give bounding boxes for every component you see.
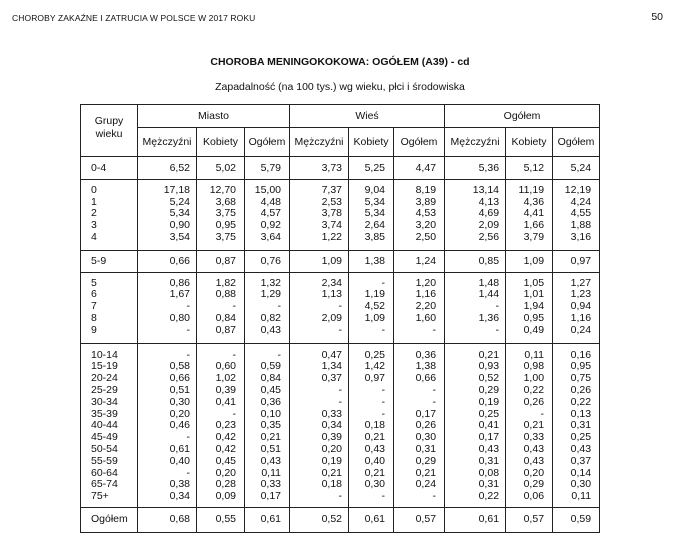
- value-cell: 5,34: [349, 208, 394, 220]
- value-cell: -: [197, 409, 245, 421]
- value-cell: 1,00: [506, 373, 553, 385]
- value-cell: 1,05: [506, 272, 553, 289]
- value-cell: 1,82: [197, 272, 245, 289]
- value-cell: 0,18: [349, 420, 394, 432]
- value-cell: 0,49: [506, 325, 553, 343]
- value-cell: 4,47: [394, 157, 445, 180]
- value-cell: 0,35: [245, 420, 290, 432]
- value-cell: 0,61: [245, 507, 290, 532]
- group-header-wies: Wieś: [290, 105, 445, 128]
- value-cell: 0,16: [553, 343, 600, 361]
- value-cell: 3,68: [197, 197, 245, 209]
- value-cell: 1,27: [553, 272, 600, 289]
- value-cell: 1,34: [290, 361, 349, 373]
- value-cell: 0,43: [445, 444, 506, 456]
- value-cell: 5,79: [245, 157, 290, 180]
- value-cell: 1,09: [290, 250, 349, 272]
- value-cell: 13,14: [445, 179, 506, 196]
- value-cell: 0,43: [245, 325, 290, 343]
- value-cell: 0,43: [245, 456, 290, 468]
- table-row: [81, 343, 600, 361]
- value-cell: 0,25: [445, 409, 506, 421]
- value-cell: 0,52: [445, 373, 506, 385]
- value-cell: 0,55: [197, 507, 245, 532]
- value-cell: 0,59: [553, 507, 600, 532]
- value-cell: 1,67: [138, 289, 197, 301]
- value-cell: 4,13: [445, 197, 506, 209]
- value-cell: 0,46: [138, 420, 197, 432]
- value-cell: 3,73: [290, 157, 349, 180]
- value-cell: 0,76: [245, 250, 290, 272]
- value-cell: -: [245, 301, 290, 313]
- table-row: [81, 157, 600, 180]
- value-cell: 0,30: [349, 479, 394, 491]
- value-cell: 0,43: [506, 444, 553, 456]
- value-cell: 0,39: [290, 432, 349, 444]
- value-cell: -: [290, 491, 349, 507]
- age-group-cell: 60-64: [81, 468, 138, 480]
- table-row: [81, 456, 600, 468]
- value-cell: 0,09: [197, 491, 245, 507]
- value-cell: 1,36: [445, 313, 506, 325]
- value-cell: 0,43: [349, 444, 394, 456]
- value-cell: 0,38: [138, 479, 197, 491]
- value-cell: 17,18: [138, 179, 197, 196]
- value-cell: 0,29: [445, 385, 506, 397]
- value-cell: 0,42: [197, 432, 245, 444]
- value-cell: 3,74: [290, 220, 349, 232]
- value-cell: 1,09: [349, 313, 394, 325]
- value-cell: 0,30: [138, 397, 197, 409]
- value-cell: 0,40: [138, 456, 197, 468]
- value-cell: -: [506, 409, 553, 421]
- value-cell: 1,44: [445, 289, 506, 301]
- value-cell: 3,75: [197, 208, 245, 220]
- age-group-header-text: Grupy wieku: [94, 115, 124, 140]
- value-cell: 0,40: [349, 456, 394, 468]
- value-cell: 0,33: [245, 479, 290, 491]
- value-cell: 0,97: [553, 250, 600, 272]
- value-cell: 0,98: [506, 361, 553, 373]
- value-cell: 0,95: [506, 313, 553, 325]
- value-cell: 5,24: [553, 157, 600, 180]
- value-cell: 0,25: [349, 343, 394, 361]
- value-cell: 5,34: [138, 208, 197, 220]
- value-cell: 0,13: [553, 409, 600, 421]
- value-cell: -: [349, 385, 394, 397]
- value-cell: 0,26: [394, 420, 445, 432]
- value-cell: 3,89: [394, 197, 445, 209]
- value-cell: 3,85: [349, 232, 394, 250]
- value-cell: -: [197, 301, 245, 313]
- value-cell: 0,88: [197, 289, 245, 301]
- value-cell: 0,61: [445, 507, 506, 532]
- value-cell: -: [138, 468, 197, 480]
- value-cell: 0,17: [445, 432, 506, 444]
- value-cell: 1,09: [506, 250, 553, 272]
- value-cell: 3,79: [506, 232, 553, 250]
- subcol-header: Mężczyźni: [138, 128, 197, 157]
- table-row: [81, 507, 600, 532]
- value-cell: 1,60: [394, 313, 445, 325]
- value-cell: -: [349, 272, 394, 289]
- value-cell: 1,29: [245, 289, 290, 301]
- value-cell: -: [349, 409, 394, 421]
- value-cell: 0,17: [394, 409, 445, 421]
- value-cell: 0,17: [245, 491, 290, 507]
- value-cell: 1,66: [506, 220, 553, 232]
- age-group-cell: Ogółem: [81, 507, 138, 532]
- value-cell: 0,14: [553, 468, 600, 480]
- value-cell: 7,37: [290, 179, 349, 196]
- value-cell: 3,78: [290, 208, 349, 220]
- value-cell: 0,21: [506, 420, 553, 432]
- value-cell: 0,45: [245, 385, 290, 397]
- value-cell: 0,92: [245, 220, 290, 232]
- value-cell: -: [290, 385, 349, 397]
- value-cell: 3,75: [197, 232, 245, 250]
- running-header: CHOROBY ZAKAŹNE I ZATRUCIA W POLSCE W 2017 ROKU: [12, 13, 256, 23]
- age-group-cell: 9: [81, 325, 138, 343]
- value-cell: 0,90: [138, 220, 197, 232]
- value-cell: 2,09: [290, 313, 349, 325]
- value-cell: -: [290, 397, 349, 409]
- age-group-cell: 45-49: [81, 432, 138, 444]
- value-cell: 0,95: [197, 220, 245, 232]
- value-cell: -: [349, 325, 394, 343]
- table-row: [81, 179, 600, 196]
- age-group-cell: 4: [81, 232, 138, 250]
- value-cell: 2,09: [445, 220, 506, 232]
- value-cell: 1,16: [394, 289, 445, 301]
- subcol-header: Mężczyźni: [445, 128, 506, 157]
- value-cell: 0,59: [245, 361, 290, 373]
- value-cell: 1,01: [506, 289, 553, 301]
- age-group-cell: 0-4: [81, 157, 138, 180]
- table-row: [81, 397, 600, 409]
- age-group-cell: 8: [81, 313, 138, 325]
- value-cell: 0,82: [245, 313, 290, 325]
- value-cell: 0,41: [445, 420, 506, 432]
- value-cell: 1,38: [394, 361, 445, 373]
- value-cell: 12,19: [553, 179, 600, 196]
- value-cell: -: [349, 397, 394, 409]
- value-cell: 2,53: [290, 197, 349, 209]
- age-group-cell: 20-24: [81, 373, 138, 385]
- age-group-cell: 65-74: [81, 479, 138, 491]
- value-cell: 0,24: [394, 479, 445, 491]
- value-cell: 2,20: [394, 301, 445, 313]
- value-cell: 1,19: [349, 289, 394, 301]
- value-cell: 1,13: [290, 289, 349, 301]
- table-body: [81, 157, 600, 533]
- value-cell: 4,41: [506, 208, 553, 220]
- age-group-cell: 40-44: [81, 420, 138, 432]
- value-cell: 0,87: [197, 325, 245, 343]
- value-cell: 1,42: [349, 361, 394, 373]
- value-cell: 1,02: [197, 373, 245, 385]
- value-cell: 0,34: [290, 420, 349, 432]
- table-row: [81, 325, 600, 343]
- value-cell: 0,37: [553, 456, 600, 468]
- value-cell: 0,21: [349, 432, 394, 444]
- value-cell: 0,20: [506, 468, 553, 480]
- value-cell: 0,87: [197, 250, 245, 272]
- value-cell: 4,55: [553, 208, 600, 220]
- value-cell: 0,21: [349, 468, 394, 480]
- value-cell: 0,45: [197, 456, 245, 468]
- value-cell: 15,00: [245, 179, 290, 196]
- age-group-cell: 3: [81, 220, 138, 232]
- value-cell: 0,42: [197, 444, 245, 456]
- value-cell: 5,34: [349, 197, 394, 209]
- value-cell: 5,02: [197, 157, 245, 180]
- incidence-table: [80, 104, 600, 533]
- value-cell: 1,24: [394, 250, 445, 272]
- value-cell: 1,88: [553, 220, 600, 232]
- value-cell: 0,36: [394, 343, 445, 361]
- value-cell: -: [138, 325, 197, 343]
- value-cell: 0,08: [445, 468, 506, 480]
- value-cell: 0,29: [506, 479, 553, 491]
- table-row: [81, 250, 600, 272]
- value-cell: 0,39: [197, 385, 245, 397]
- value-cell: 0,20: [138, 409, 197, 421]
- value-cell: 0,19: [290, 456, 349, 468]
- subcol-header: Ogółem: [245, 128, 290, 157]
- age-group-cell: 35-39: [81, 409, 138, 421]
- value-cell: 2,56: [445, 232, 506, 250]
- value-cell: 0,68: [138, 507, 197, 532]
- age-group-cell: 15-19: [81, 361, 138, 373]
- table-row: [81, 313, 600, 325]
- value-cell: 0,97: [349, 373, 394, 385]
- value-cell: -: [245, 343, 290, 361]
- value-cell: 0,86: [138, 272, 197, 289]
- value-cell: 8,19: [394, 179, 445, 196]
- age-group-cell: 0: [81, 179, 138, 196]
- value-cell: 0,21: [394, 468, 445, 480]
- value-cell: -: [394, 325, 445, 343]
- value-cell: 0,57: [394, 507, 445, 532]
- value-cell: 0,18: [290, 479, 349, 491]
- value-cell: 0,29: [394, 456, 445, 468]
- value-cell: 0,21: [290, 468, 349, 480]
- value-cell: -: [445, 301, 506, 313]
- age-group-cell: 30-34: [81, 397, 138, 409]
- value-cell: 1,16: [553, 313, 600, 325]
- value-cell: 0,06: [506, 491, 553, 507]
- value-cell: 3,54: [138, 232, 197, 250]
- value-cell: 1,48: [445, 272, 506, 289]
- age-group-cell: 5-9: [81, 250, 138, 272]
- age-group-header: [81, 105, 138, 157]
- table-row: [81, 385, 600, 397]
- value-cell: 0,22: [506, 385, 553, 397]
- value-cell: 3,16: [553, 232, 600, 250]
- age-group-cell: 25-29: [81, 385, 138, 397]
- value-cell: -: [197, 343, 245, 361]
- value-cell: -: [349, 491, 394, 507]
- value-cell: 0,26: [506, 397, 553, 409]
- value-cell: 0,43: [553, 444, 600, 456]
- value-cell: 0,43: [506, 456, 553, 468]
- value-cell: 11,19: [506, 179, 553, 196]
- value-cell: 0,51: [138, 385, 197, 397]
- age-group-cell: 5: [81, 272, 138, 289]
- value-cell: 5,36: [445, 157, 506, 180]
- age-group-cell: 1: [81, 197, 138, 209]
- value-cell: 4,48: [245, 197, 290, 209]
- value-cell: -: [138, 343, 197, 361]
- value-cell: 0,11: [553, 491, 600, 507]
- age-group-cell: 10-14: [81, 343, 138, 361]
- value-cell: 0,23: [197, 420, 245, 432]
- value-cell: 0,31: [394, 444, 445, 456]
- value-cell: -: [445, 325, 506, 343]
- value-cell: 0,66: [138, 373, 197, 385]
- subcol-header: Mężczyźni: [290, 128, 349, 157]
- age-group-cell: 2: [81, 208, 138, 220]
- value-cell: 1,38: [349, 250, 394, 272]
- value-cell: 0,28: [197, 479, 245, 491]
- value-cell: 0,30: [553, 479, 600, 491]
- age-group-cell: 7: [81, 301, 138, 313]
- subcol-header: Kobiety: [197, 128, 245, 157]
- value-cell: 0,11: [506, 343, 553, 361]
- value-cell: 6,52: [138, 157, 197, 180]
- value-cell: 0,94: [553, 301, 600, 313]
- value-cell: 0,75: [553, 373, 600, 385]
- value-cell: 0,51: [245, 444, 290, 456]
- age-group-cell: 50-54: [81, 444, 138, 456]
- value-cell: 1,94: [506, 301, 553, 313]
- value-cell: 0,25: [553, 432, 600, 444]
- value-cell: 0,95: [553, 361, 600, 373]
- table-row: [81, 444, 600, 456]
- value-cell: 0,21: [245, 432, 290, 444]
- value-cell: 5,24: [138, 197, 197, 209]
- value-cell: 2,64: [349, 220, 394, 232]
- table-title: CHOROBA MENINGOKOKOWA: OGÓŁEM (A39) - cd: [210, 56, 470, 68]
- value-cell: 0,57: [506, 507, 553, 532]
- value-cell: 4,53: [394, 208, 445, 220]
- page-number: 50: [651, 11, 663, 23]
- value-cell: 0,19: [445, 397, 506, 409]
- value-cell: -: [138, 301, 197, 313]
- value-cell: 2,50: [394, 232, 445, 250]
- value-cell: 0,33: [506, 432, 553, 444]
- value-cell: 5,12: [506, 157, 553, 180]
- value-cell: 5,25: [349, 157, 394, 180]
- age-group-cell: 55-59: [81, 456, 138, 468]
- value-cell: 3,64: [245, 232, 290, 250]
- value-cell: 2,34: [290, 272, 349, 289]
- value-cell: 0,31: [445, 479, 506, 491]
- value-cell: 0,47: [290, 343, 349, 361]
- value-cell: 0,80: [138, 313, 197, 325]
- table-row: [81, 491, 600, 507]
- value-cell: -: [394, 385, 445, 397]
- subcol-header: Kobiety: [506, 128, 553, 157]
- value-cell: 0,52: [290, 507, 349, 532]
- value-cell: 0,58: [138, 361, 197, 373]
- value-cell: 9,04: [349, 179, 394, 196]
- value-cell: -: [138, 432, 197, 444]
- value-cell: 0,22: [553, 397, 600, 409]
- value-cell: 1,22: [290, 232, 349, 250]
- value-cell: 4,52: [349, 301, 394, 313]
- table-subtitle: Zapadalność (na 100 tys.) wg wieku, płci i środowiska: [215, 81, 465, 93]
- age-group-cell: 75+: [81, 491, 138, 507]
- value-cell: 0,60: [197, 361, 245, 373]
- value-cell: 0,11: [245, 468, 290, 480]
- value-cell: 0,66: [138, 250, 197, 272]
- value-cell: 4,69: [445, 208, 506, 220]
- value-cell: 3,20: [394, 220, 445, 232]
- value-cell: 0,20: [290, 444, 349, 456]
- value-cell: 1,20: [394, 272, 445, 289]
- value-cell: 0,20: [197, 468, 245, 480]
- age-group-cell: 6: [81, 289, 138, 301]
- value-cell: 0,36: [245, 397, 290, 409]
- value-cell: 1,32: [245, 272, 290, 289]
- value-cell: 0,41: [197, 397, 245, 409]
- group-header-miasto: Miasto: [138, 105, 290, 128]
- value-cell: -: [290, 301, 349, 313]
- value-cell: 0,84: [245, 373, 290, 385]
- value-cell: 0,61: [349, 507, 394, 532]
- value-cell: -: [394, 397, 445, 409]
- table-row: [81, 272, 600, 289]
- value-cell: 0,37: [290, 373, 349, 385]
- value-cell: 0,84: [197, 313, 245, 325]
- value-cell: 4,36: [506, 197, 553, 209]
- value-cell: 4,24: [553, 197, 600, 209]
- value-cell: 4,57: [245, 208, 290, 220]
- subcol-header: Ogółem: [394, 128, 445, 157]
- value-cell: -: [290, 325, 349, 343]
- value-cell: 0,24: [553, 325, 600, 343]
- value-cell: 0,26: [553, 385, 600, 397]
- value-cell: 0,33: [290, 409, 349, 421]
- value-cell: 0,30: [394, 432, 445, 444]
- value-cell: 0,34: [138, 491, 197, 507]
- value-cell: 0,31: [445, 456, 506, 468]
- value-cell: 0,66: [394, 373, 445, 385]
- value-cell: 0,22: [445, 491, 506, 507]
- value-cell: 0,10: [245, 409, 290, 421]
- subcol-header: Kobiety: [349, 128, 394, 157]
- value-cell: 1,23: [553, 289, 600, 301]
- value-cell: 0,31: [553, 420, 600, 432]
- value-cell: 0,93: [445, 361, 506, 373]
- group-header-ogolem: Ogółem: [445, 105, 600, 128]
- value-cell: 0,61: [138, 444, 197, 456]
- value-cell: 12,70: [197, 179, 245, 196]
- table-row: [81, 232, 600, 250]
- value-cell: -: [394, 491, 445, 507]
- value-cell: 0,85: [445, 250, 506, 272]
- subcol-header: Ogółem: [553, 128, 600, 157]
- value-cell: 0,21: [445, 343, 506, 361]
